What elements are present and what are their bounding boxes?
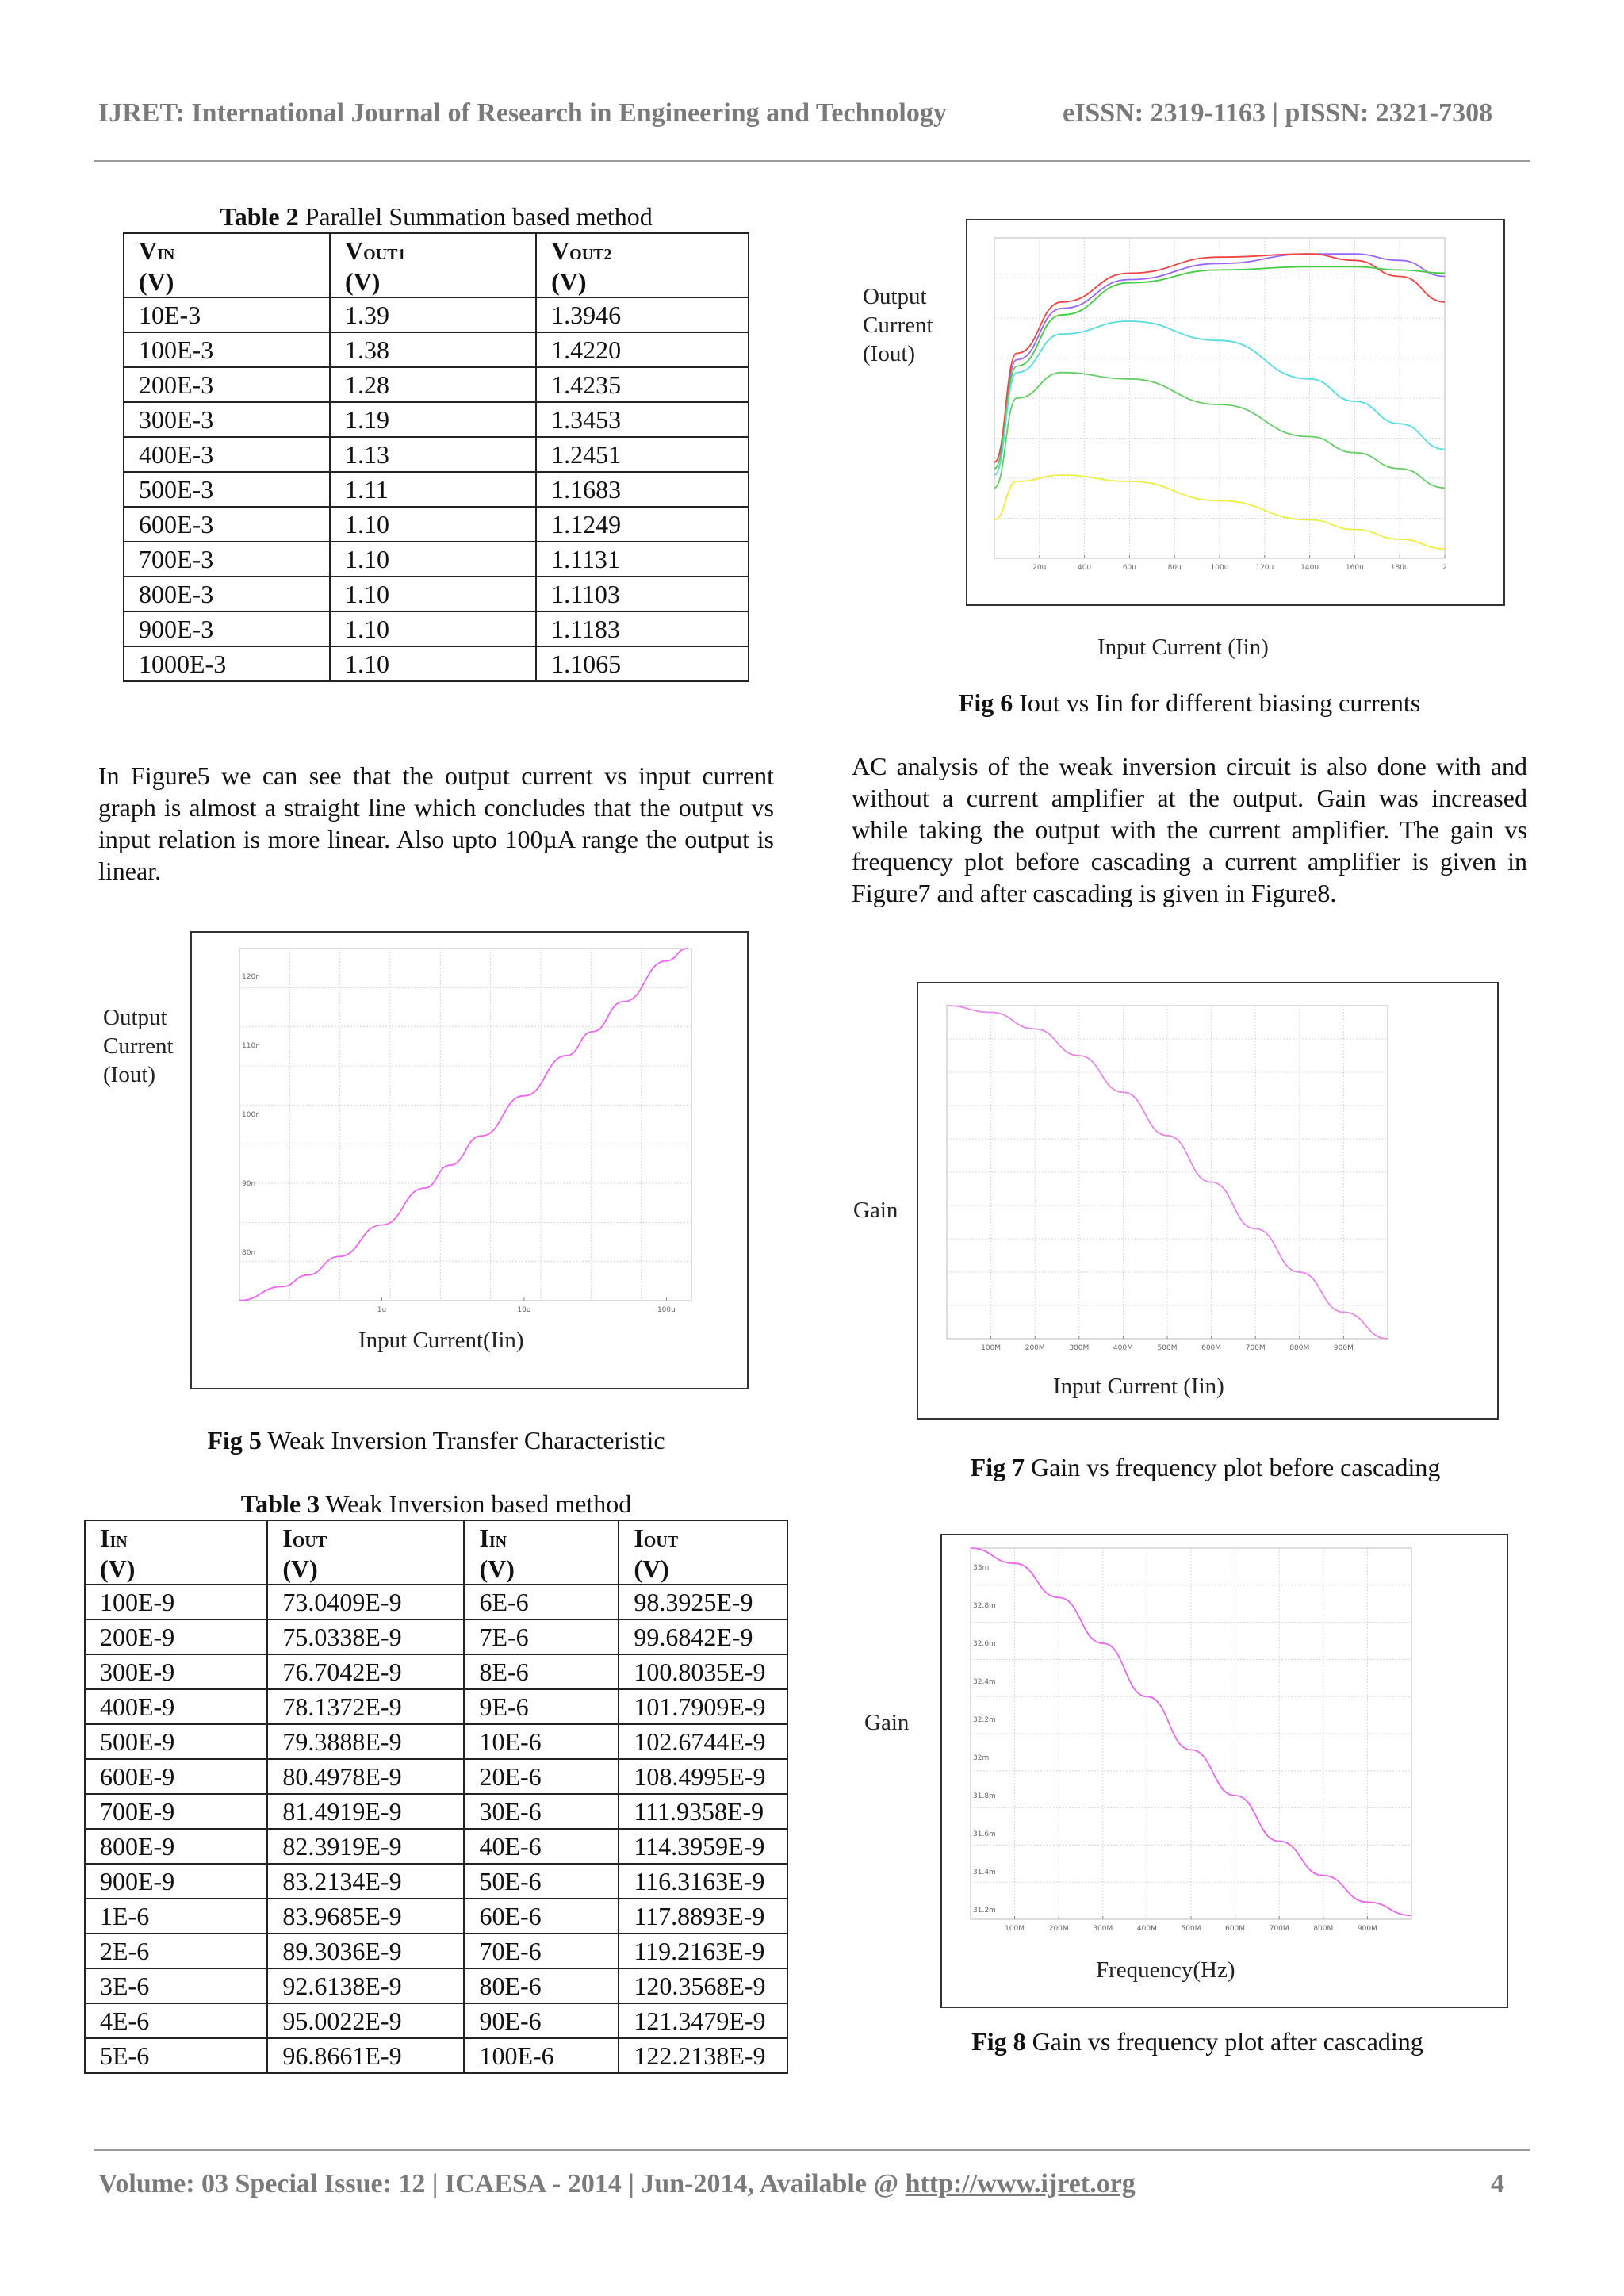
y-tick-label: 32.6m: [973, 1640, 996, 1648]
table-cell: 73.0409E-9: [267, 1585, 464, 1619]
paragraph-fig5-intro: In Figure5 we can see that the output current vs input current graph is almost a straight line which concludes that the output vs input relation is more linear. Also upto 100µA range the output is linear.: [98, 761, 774, 885]
table-cell: 400E-9: [85, 1689, 267, 1724]
table-cell: 30E-6: [464, 1794, 619, 1829]
table-row: [124, 611, 749, 646]
table-cell: 1.19: [330, 402, 536, 437]
y-tick-label: 100n: [242, 1110, 260, 1119]
x-tick-label: 500M: [1157, 1344, 1178, 1352]
table3-caption: [84, 1489, 788, 1519]
table-cell: 100E-6: [464, 2038, 619, 2073]
table-cell: 98.3925E-9: [619, 1585, 787, 1619]
table-cell: 1.1249: [536, 507, 749, 542]
fig6-frame: [966, 219, 1505, 606]
table-cell: 200E-3: [124, 367, 330, 402]
y-tick-label: 32m: [973, 1754, 990, 1762]
x-tick-label: 400M: [1113, 1344, 1133, 1352]
footer-text: [98, 2169, 1136, 2199]
x-tick-label: 300M: [1069, 1344, 1090, 1352]
table-cell: 1.38: [330, 332, 536, 367]
y-tick-label: 31.4m: [973, 1869, 996, 1876]
table-cell: 89.3036E-9: [267, 1934, 464, 1968]
table-row: [85, 1724, 787, 1759]
x-tick-label: 160u: [1345, 564, 1364, 572]
table3: [84, 1520, 788, 2074]
table-row: [85, 1934, 787, 1968]
column-symbol: V: [139, 236, 158, 265]
column-unit: (V): [139, 267, 174, 296]
fig5-frame: [190, 931, 749, 1389]
table-cell: 200E-9: [85, 1619, 267, 1654]
page-number: 4: [1491, 2169, 1504, 2198]
table-cell: 122.2138E-9: [619, 2038, 787, 2073]
table-cell: 20E-6: [464, 1759, 619, 1794]
table-cell: 100E-9: [85, 1585, 267, 1619]
fig7-ylabel: Gain: [853, 1198, 898, 1223]
fig8-xlabel: Frequency(Hz): [1096, 1957, 1235, 1983]
column-header: [124, 233, 330, 297]
table-cell: 50E-6: [464, 1864, 619, 1899]
column-header: [464, 1520, 619, 1585]
table-row: [85, 1654, 787, 1689]
y-tick-label: 31.2m: [973, 1907, 996, 1915]
fig7-xlabel: Input Current (Iin): [1053, 1374, 1224, 1399]
fig8-caption: [880, 2027, 1515, 2056]
column-header: [85, 1520, 267, 1585]
table-cell: 800E-9: [85, 1829, 267, 1864]
fig6-xlabel: Input Current (Iin): [1097, 634, 1269, 660]
table-row: [85, 1794, 787, 1829]
fig6-ylabel-line2: Current: [863, 312, 933, 338]
x-tick-label: 2: [1442, 564, 1447, 572]
table-cell: 1.10: [330, 646, 536, 681]
fig5-ylabel-line2: Current: [103, 1033, 174, 1059]
column-subscript: IN: [109, 1533, 128, 1550]
table3-label: Table 3: [240, 1489, 320, 1518]
table-cell: 102.6744E-9: [619, 1724, 787, 1759]
table-row: [124, 542, 749, 577]
table-cell: 96.8661E-9: [267, 2038, 464, 2073]
table-cell: 900E-9: [85, 1864, 267, 1899]
x-tick-label: 180u: [1390, 564, 1409, 572]
table-cell: 500E-9: [85, 1724, 267, 1759]
table-cell: 1.2451: [536, 437, 749, 472]
paragraph-ac-analysis: AC analysis of the weak inversion circuit is also done with and without a current amplifier at the output. Gain was increased while taking the output with the current amplifier. The gain vs frequency plot before cascading a current amplifier is given in Figure7 and after cascading is given in Figure8.: [852, 752, 1527, 907]
table-cell: 111.9358E-9: [619, 1794, 787, 1829]
table-cell: 78.1372E-9: [267, 1689, 464, 1724]
table-cell: 6E-6: [464, 1585, 619, 1619]
fig5-xlabel: Input Current(Iin): [358, 1328, 524, 1353]
fig5-caption: [119, 1426, 753, 1455]
table-row: [124, 646, 749, 681]
x-tick-label: 500M: [1181, 1925, 1201, 1933]
table-cell: 82.3919E-9: [267, 1829, 464, 1864]
table-row: [85, 1585, 787, 1619]
table-row: [124, 297, 749, 332]
column-symbol: V: [345, 236, 364, 265]
fig5-ylabel-line3: (Iout): [103, 1062, 156, 1087]
table-cell: 116.3163E-9: [619, 1864, 787, 1899]
x-tick-label: 600M: [1201, 1344, 1222, 1352]
column-symbol: I: [634, 1524, 644, 1552]
column-header: [267, 1520, 464, 1585]
table-cell: 5E-6: [85, 2038, 267, 2073]
column-subscript: IN: [157, 246, 175, 263]
x-tick-label: 10u: [517, 1306, 531, 1314]
x-tick-label: 80u: [1167, 564, 1182, 572]
table-cell: 1.1065: [536, 646, 749, 681]
y-tick-label: 31.6m: [973, 1830, 996, 1838]
table-cell: 7E-6: [464, 1619, 619, 1654]
table-cell: 400E-3: [124, 437, 330, 472]
issn: eISSN: 2319-1163 | pISSN: 2321-7308: [1063, 98, 1493, 128]
column-header: [330, 233, 536, 297]
table-cell: 76.7042E-9: [267, 1654, 464, 1689]
x-tick-label: 120u: [1255, 564, 1274, 572]
fig5-ylabel-line1: Output: [103, 1005, 167, 1030]
column-unit: (V): [479, 1554, 515, 1583]
column-symbol: I: [479, 1524, 489, 1552]
fig6-caption-label: Fig 6: [958, 688, 1013, 717]
footer-link[interactable]: http://www.ijret.org: [905, 2169, 1136, 2198]
y-tick-label: 110n: [242, 1041, 260, 1050]
table-cell: 2E-6: [85, 1934, 267, 1968]
table-cell: 700E-9: [85, 1794, 267, 1829]
table-cell: 900E-3: [124, 611, 330, 646]
table-cell: 1.1131: [536, 542, 749, 577]
table-cell: 100E-3: [124, 332, 330, 367]
y-tick-label: 31.8m: [973, 1792, 996, 1800]
table-cell: 90E-6: [464, 2003, 619, 2038]
column-subscript: OUT2: [569, 246, 612, 263]
table-row: [124, 367, 749, 402]
x-tick-label: 400M: [1136, 1925, 1157, 1933]
fig7-plot: [931, 990, 1407, 1355]
table-cell: 4E-6: [85, 2003, 267, 2038]
table-row: [124, 577, 749, 611]
fig7-caption-text: Gain vs frequency plot before cascading: [1031, 1453, 1441, 1481]
table-cell: 800E-3: [124, 577, 330, 611]
column-subscript: OUT: [292, 1533, 327, 1550]
fig5-plot: [224, 942, 699, 1323]
fig5-caption-label: Fig 5: [207, 1426, 262, 1455]
y-tick-label: 120n: [242, 972, 260, 981]
x-tick-label: 100u: [657, 1306, 676, 1314]
table-row: [124, 332, 749, 367]
x-tick-label: 200M: [1048, 1925, 1069, 1933]
table-cell: 8E-6: [464, 1654, 619, 1689]
table2: [123, 232, 749, 682]
table-cell: 92.6138E-9: [267, 1968, 464, 2003]
table2-label: Table 2: [220, 202, 299, 231]
table-cell: 70E-6: [464, 1934, 619, 1968]
table-cell: 1E-6: [85, 1899, 267, 1934]
table-cell: 600E-9: [85, 1759, 267, 1794]
table-cell: 83.9685E-9: [267, 1899, 464, 1934]
x-tick-label: 900M: [1333, 1344, 1354, 1352]
fig8-caption-label: Fig 8: [971, 2027, 1026, 2056]
column-unit: (V): [551, 267, 587, 296]
table-row: [85, 1899, 787, 1934]
table-row: [85, 2003, 787, 2038]
x-tick-label: 60u: [1122, 564, 1136, 572]
table-cell: 9E-6: [464, 1689, 619, 1724]
table-row: [124, 402, 749, 437]
y-tick-label: 90n: [242, 1180, 256, 1188]
header-rule: [94, 160, 1530, 162]
column-unit: (V): [282, 1554, 318, 1583]
table2-caption: [123, 202, 749, 232]
fig7-caption-label: Fig 7: [970, 1453, 1025, 1481]
table-cell: 119.2163E-9: [619, 1934, 787, 1968]
x-tick-label: 20u: [1032, 564, 1047, 572]
x-tick-label: 800M: [1313, 1925, 1334, 1933]
table-row: [85, 1968, 787, 2003]
table-cell: 114.3959E-9: [619, 1829, 787, 1864]
x-tick-label: 140u: [1300, 564, 1320, 572]
table-row: [85, 1864, 787, 1899]
table-row: [124, 437, 749, 472]
column-symbol: I: [100, 1524, 110, 1552]
fig7-frame: [917, 982, 1499, 1420]
table-cell: 83.2134E-9: [267, 1864, 464, 1899]
fig8-frame: [940, 1534, 1508, 2008]
table-cell: 1.13: [330, 437, 536, 472]
table-cell: 1.3453: [536, 402, 749, 437]
column-subscript: OUT1: [363, 246, 406, 263]
column-subscript: IN: [488, 1533, 508, 1550]
table-cell: 600E-3: [124, 507, 330, 542]
table-header-row: [85, 1520, 787, 1585]
table-cell: 80E-6: [464, 1968, 619, 2003]
x-tick-label: 800M: [1289, 1344, 1310, 1352]
table-row: [124, 472, 749, 507]
fig8-caption-text: Gain vs frequency plot after cascading: [1032, 2027, 1423, 2056]
fig8-plot: [955, 1542, 1431, 1938]
table-cell: 300E-3: [124, 402, 330, 437]
y-tick-label: 80n: [242, 1249, 256, 1258]
column-unit: (V): [100, 1554, 136, 1583]
table-row: [124, 507, 749, 542]
table-cell: 3E-6: [85, 1968, 267, 2003]
fig6-caption-text: Iout vs Iin for different biasing currents: [1019, 688, 1421, 717]
table-cell: 1.1183: [536, 611, 749, 646]
column-symbol: V: [551, 236, 570, 265]
table-cell: 121.3479E-9: [619, 2003, 787, 2038]
fig6-ylabel-line3: (Iout): [863, 341, 916, 366]
table-cell: 75.0338E-9: [267, 1619, 464, 1654]
table-cell: 1.10: [330, 542, 536, 577]
table-cell: 1.4220: [536, 332, 749, 367]
x-tick-label: 700M: [1245, 1344, 1266, 1352]
table-cell: 700E-3: [124, 542, 330, 577]
table-cell: 1.11: [330, 472, 536, 507]
x-tick-label: 900M: [1357, 1925, 1377, 1933]
column-header: [619, 1520, 787, 1585]
table-cell: 100.8035E-9: [619, 1654, 787, 1689]
table-row: [85, 2038, 787, 2073]
table2-title: Parallel Summation based method: [304, 202, 653, 231]
fig6-plot: [979, 228, 1454, 577]
x-tick-label: 300M: [1093, 1925, 1113, 1933]
table-cell: 1.39: [330, 297, 536, 332]
fig5-ylabel: [103, 1003, 174, 1089]
x-tick-label: 100M: [981, 1344, 1002, 1352]
table-cell: 101.7909E-9: [619, 1689, 787, 1724]
x-tick-label: 1u: [377, 1306, 387, 1314]
x-tick-label: 100u: [1210, 564, 1229, 572]
y-tick-label: 32.2m: [973, 1716, 996, 1724]
column-header: [536, 233, 749, 297]
table-cell: 1.10: [330, 577, 536, 611]
footer-rule: [94, 2149, 1530, 2151]
column-unit: (V): [634, 1554, 669, 1583]
table3-title: Weak Inversion based method: [325, 1489, 632, 1518]
x-tick-label: 40u: [1078, 564, 1092, 572]
table-cell: 99.6842E-9: [619, 1619, 787, 1654]
y-tick-label: 33m: [973, 1564, 990, 1572]
table-cell: 1.1103: [536, 577, 749, 611]
table-cell: 10E-3: [124, 297, 330, 332]
table-cell: 1.10: [330, 507, 536, 542]
table-cell: 117.8893E-9: [619, 1899, 787, 1934]
table-cell: 95.0022E-9: [267, 2003, 464, 2038]
y-tick-label: 32.8m: [973, 1602, 996, 1610]
table-row: [85, 1689, 787, 1724]
y-tick-label: 32.4m: [973, 1678, 996, 1686]
table-cell: 1.28: [330, 367, 536, 402]
x-tick-label: 200M: [1025, 1344, 1045, 1352]
table-cell: 108.4995E-9: [619, 1759, 787, 1794]
x-tick-label: 700M: [1269, 1925, 1289, 1933]
fig8-ylabel: Gain: [864, 1710, 910, 1735]
table-cell: 1.3946: [536, 297, 749, 332]
footer-volume: Volume: 03 Special Issue: 12 | ICAESA - 2014 | Jun-2014, Available @: [98, 2169, 906, 2198]
table-row: [85, 1829, 787, 1864]
column-unit: (V): [345, 267, 381, 296]
table-cell: 10E-6: [464, 1724, 619, 1759]
table-cell: 120.3568E-9: [619, 1968, 787, 2003]
column-symbol: I: [282, 1524, 293, 1552]
table-cell: 79.3888E-9: [267, 1724, 464, 1759]
fig6-ylabel-line1: Output: [863, 284, 927, 309]
x-tick-label: 100M: [1005, 1925, 1025, 1933]
x-tick-label: 600M: [1225, 1925, 1246, 1933]
table-cell: 500E-3: [124, 472, 330, 507]
fig5-caption-text: Weak Inversion Transfer Characteristic: [267, 1426, 665, 1455]
table-cell: 1.4235: [536, 367, 749, 402]
table-cell: 60E-6: [464, 1899, 619, 1934]
table-cell: 81.4919E-9: [267, 1794, 464, 1829]
table-cell: 1.10: [330, 611, 536, 646]
table-cell: 40E-6: [464, 1829, 619, 1864]
table-header-row: [124, 233, 749, 297]
fig6-ylabel: [863, 282, 933, 368]
table-cell: 1000E-3: [124, 646, 330, 681]
table-cell: 300E-9: [85, 1654, 267, 1689]
table-row: [85, 1759, 787, 1794]
journal-title: IJRET: International Journal of Research in Engineering and Technology: [98, 98, 947, 128]
table-cell: 1.1683: [536, 472, 749, 507]
table-cell: 80.4978E-9: [267, 1759, 464, 1794]
fig6-caption: [872, 688, 1507, 718]
column-subscript: OUT: [643, 1533, 679, 1550]
table-row: [85, 1619, 787, 1654]
fig7-caption: [888, 1453, 1522, 1482]
